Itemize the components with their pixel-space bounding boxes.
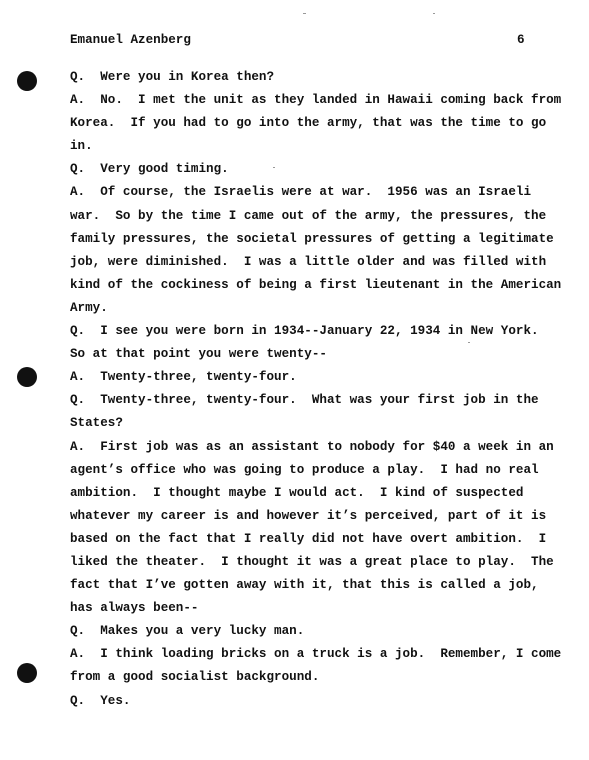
binder-hole bbox=[17, 367, 37, 387]
transcript-line: war. So by the time I came out of the army, the pressures, the bbox=[70, 208, 547, 223]
binder-hole bbox=[17, 663, 37, 683]
page-number: 6 bbox=[517, 33, 525, 47]
scan-speck bbox=[433, 13, 435, 14]
transcript-line: Q. Very good timing. bbox=[70, 162, 229, 177]
transcript-line: ambition. I thought maybe I would act. I kind of suspected bbox=[70, 485, 524, 500]
transcript-line: kind of the cockiness of being a first lieutenant in the American bbox=[70, 277, 562, 292]
transcript-line: States? bbox=[70, 416, 123, 431]
transcript-line: based on the fact that I really did not have overt ambition. I bbox=[70, 531, 547, 546]
transcript-line: Q. Were you in Korea then? bbox=[70, 70, 275, 84]
transcript-line: A. Twenty-three, twenty-four. bbox=[70, 370, 297, 385]
transcript-line: whatever my career is and however it’s perceived, part of it is bbox=[70, 508, 547, 523]
binder-hole bbox=[17, 71, 37, 91]
transcript-line: Q. Makes you a very lucky man. bbox=[70, 624, 305, 639]
transcript-line: Army. bbox=[70, 300, 108, 315]
transcript-line: Q. Twenty-three, twenty-four. What was your first job in the bbox=[70, 393, 539, 408]
scan-speck bbox=[303, 13, 306, 14]
interviewee-name-header: Emanuel Azenberg bbox=[70, 33, 191, 47]
transcript-line: Q. I see you were born in 1934--January 22, 1934 in New York. bbox=[70, 324, 539, 339]
transcript-line: A. First job was as an assistant to nobody for $40 a week in an bbox=[70, 439, 554, 454]
transcript-line: family pressures, the societal pressures of getting a legitimate bbox=[70, 231, 554, 246]
transcript-line: Korea. If you had to go into the army, that was the time to go bbox=[70, 116, 547, 131]
transcript-line: A. No. I met the unit as they landed in Hawaii coming back from bbox=[70, 93, 562, 108]
transcript-line: A. Of course, the Israelis were at war. 1956 was an Israeli bbox=[70, 185, 532, 200]
transcript-line: Q. Yes. bbox=[70, 693, 131, 708]
transcript-line: has always been-- bbox=[70, 601, 199, 616]
transcript-body bbox=[70, 66, 562, 713]
transcript-line: from a good socialist background. bbox=[70, 670, 320, 685]
transcript-line: So at that point you were twenty-- bbox=[70, 347, 327, 362]
transcript-line: fact that I’ve gotten away with it, that this is called a job, bbox=[70, 578, 539, 593]
transcript-line: liked the theater. I thought it was a great place to play. The bbox=[70, 554, 554, 569]
transcript-line: job, were diminished. I was a little older and was filled with bbox=[70, 254, 547, 269]
transcript-line: A. I think loading bricks on a truck is a job. Remember, I come bbox=[70, 647, 562, 662]
transcript-line: agent’s office who was going to produce a play. I had no real bbox=[70, 462, 539, 477]
transcript-line: in. bbox=[70, 139, 93, 154]
